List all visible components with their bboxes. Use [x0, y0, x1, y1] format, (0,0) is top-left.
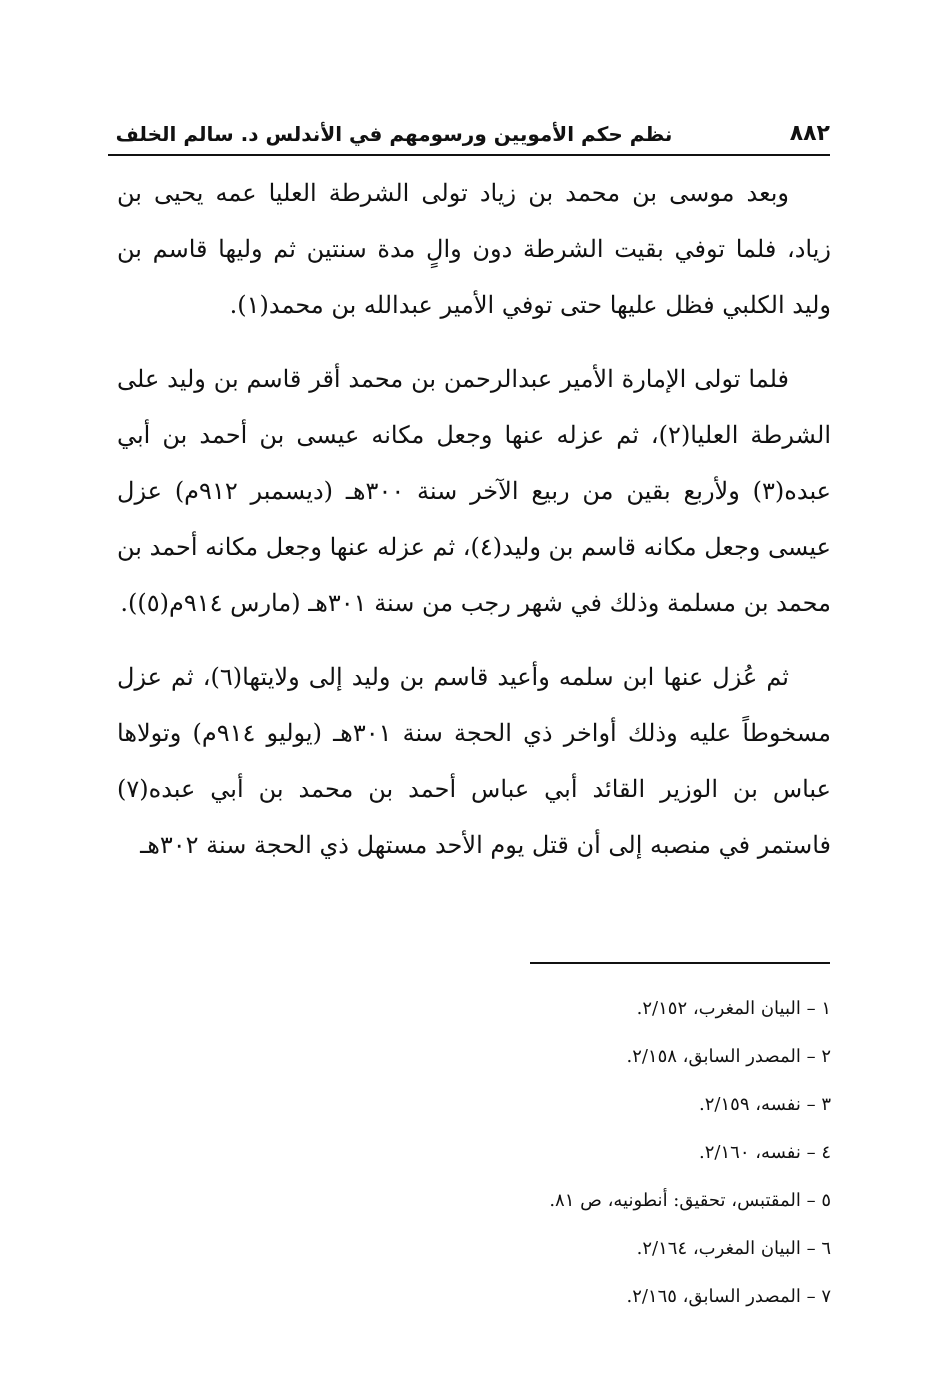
- footnote-item: ٧ – المصدر السابق، ٢/١٦٥.: [626, 1286, 831, 1307]
- footnote-separator: [530, 962, 830, 964]
- running-title: نظم حكم الأمويين ورسومهم في الأندلس د. سالم الخلف: [115, 122, 673, 146]
- footnote-item: ٥ – المقتبس، تحقيق: أنطونيه، ص ٨١.: [549, 1190, 831, 1211]
- main-text: [117, 165, 831, 891]
- paragraph: وبعد موسى بن محمد بن زياد تولى الشرطة العليا عمه يحيى بن زياد، فلما توفي بقيت الشرطة دون والٍ مدة سنتين ثم وليها قاسم بن وليد الكلبي فظل عليها حتى توفي الأمير عبدالله بن محمد(١).: [117, 179, 831, 319]
- footnote-item: ٤ – نفسه، ٢/١٦٠.: [699, 1142, 831, 1163]
- footnote-item: ٦ – البيان المغرب، ٢/١٦٤.: [636, 1238, 831, 1259]
- page-header: [108, 118, 830, 156]
- footnote-item: ٢ – المصدر السابق، ٢/١٥٨.: [626, 1046, 831, 1067]
- footnote-item: ١ – البيان المغرب، ٢/١٥٢.: [636, 998, 831, 1019]
- footnotes: [371, 985, 831, 1321]
- paragraph: ثم عُزل عنها ابن سلمه وأعيد قاسم بن وليد إلى ولايتها(٦)، ثم عزل مسخوطاً عليه وذلك أواخر ذي الحجة سنة ٣٠١هـ (يوليو ٩١٤م) وتولاها عباس بن الوزير القائد أبي عباس أحمد بن محمد بن أبي عبده(٧) فاستمر في منصبه إلى أن قتل يوم الأحد مستهل ذي الحجة سنة ٣٠٢هـ: [117, 663, 831, 859]
- paragraph: فلما تولى الإمارة الأمير عبدالرحمن بن محمد أقر قاسم بن وليد على الشرطة العليا(٢)، ثم عزله عنها وجعل مكانه عيسى بن أحمد بن أبي عبده(٣) ولأربع بقين من ربيع الآخر سنة ٣٠٠هـ (ديسمبر ٩١٢م) عزل عيسى وجعل مكانه قاسم بن وليد(٤)، ثم عزله عنها وجعل مكانه أحمد بن محمد بن مسلمة وذلك في شهر رجب من سنة ٣٠١هـ (مارس ٩١٤م(٥)).: [116, 365, 832, 617]
- footnote-item: ٣ – نفسه، ٢/١٥٩.: [699, 1094, 831, 1115]
- page-number: ٨٨٢: [789, 121, 830, 146]
